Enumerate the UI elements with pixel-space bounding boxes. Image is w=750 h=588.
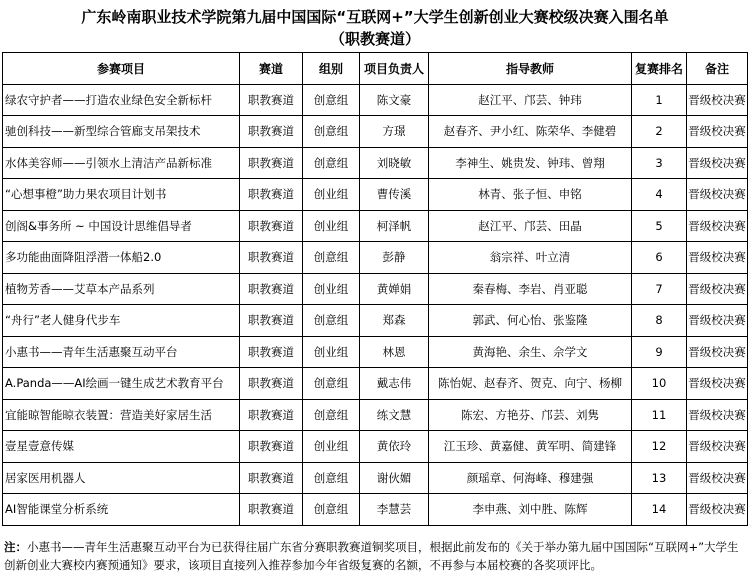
cell-advisors: 颜瑶章、何海峰、穆建强 [429,462,632,494]
cell-track: 职教赛道 [240,147,303,179]
cell-leader: 柯泽帆 [360,210,429,242]
cell-project: 多功能曲面降阻浮潜一体船2.0 [3,242,240,274]
table-row [3,399,748,431]
cell-advisors: 李申燕、刘中胜、陈辉 [429,494,632,526]
cell-advisors: 陈宏、方艳芬、邝芸、刘隽 [429,399,632,431]
cell-group: 创业组 [303,273,360,305]
cell-track: 职教赛道 [240,305,303,337]
page-title [0,6,750,50]
cell-project: 绿农守护者——打造农业绿色安全新标杆 [3,84,240,116]
cell-track: 职教赛道 [240,399,303,431]
cell-rank: 9 [632,336,687,368]
cell-group: 创意组 [303,399,360,431]
cell-rank: 1 [632,84,687,116]
cell-remark: 晋级校决赛 [687,494,748,526]
cell-remark: 晋级校决赛 [687,242,748,274]
cell-remark: 晋级校决赛 [687,431,748,463]
cell-advisors: 郭武、何心怡、张鉴隆 [429,305,632,337]
cell-leader: 曹传溪 [360,179,429,211]
cell-group: 创意组 [303,494,360,526]
table-row [3,494,748,526]
cell-rank: 12 [632,431,687,463]
col-header-track: 赛道 [240,53,303,85]
col-header-group: 组别 [303,53,360,85]
table-row [3,210,748,242]
table-row [3,368,748,400]
title-line-2: （职教赛道） [329,30,420,48]
cell-project: 居家医用机器人 [3,462,240,494]
cell-leader: 方璟 [360,116,429,148]
cell-project: 水体美容师——引领水上清洁产品新标准 [3,147,240,179]
cell-remark: 晋级校决赛 [687,305,748,337]
cell-leader: 戴志伟 [360,368,429,400]
cell-group: 创意组 [303,147,360,179]
cell-group: 创意组 [303,116,360,148]
footnote [4,538,748,574]
cell-rank: 13 [632,462,687,494]
cell-project: 壹星壹意传媒 [3,431,240,463]
cell-rank: 11 [632,399,687,431]
cell-remark: 晋级校决赛 [687,84,748,116]
cell-rank: 4 [632,179,687,211]
title-line-1: 广东岭南职业技术学院第九届中国国际“互联网+”大学生创新创业大赛校级决赛入围名单 [81,8,669,26]
cell-advisors: 陈怡妮、赵春齐、贺克、向宁、杨柳 [429,368,632,400]
cell-project: “舟行”老人健身代步车 [3,305,240,337]
table-body [3,84,748,525]
cell-project: 宜能晾智能晾衣装置：营造美好家居生活 [3,399,240,431]
cell-rank: 14 [632,494,687,526]
cell-project: 小惠书——青年生活惠聚互动平台 [3,336,240,368]
cell-rank: 6 [632,242,687,274]
finalist-table [2,52,748,526]
cell-remark: 晋级校决赛 [687,399,748,431]
table-row [3,305,748,337]
cell-track: 职教赛道 [240,116,303,148]
footnote-label: 注： [4,540,27,554]
cell-track: 职教赛道 [240,179,303,211]
footnote-text: 小惠书——青年生活惠聚互动平台为已获得往届广东省分赛职教赛道铜奖项目，根据此前发布的《关于举办第九届中国国际“互联网+”大学生创新创业大赛校内赛预通知》要求，该项目直接列入推荐参加今年省级复赛的名额，不再参与本届校赛的各奖项评比。 [4,540,739,572]
cell-leader: 郑森 [360,305,429,337]
cell-rank: 8 [632,305,687,337]
table-row [3,147,748,179]
table-row [3,84,748,116]
cell-track: 职教赛道 [240,210,303,242]
cell-advisors: 林青、张子恒、申铭 [429,179,632,211]
cell-track: 职教赛道 [240,84,303,116]
cell-project: “心想事橙”助力果农项目计划书 [3,179,240,211]
cell-group: 创业组 [303,210,360,242]
cell-advisors: 江玉珍、黄嘉健、黄军明、简建锋 [429,431,632,463]
cell-group: 创意组 [303,368,360,400]
cell-advisors: 赵江平、邝芸、钟玮 [429,84,632,116]
cell-track: 职教赛道 [240,336,303,368]
cell-rank: 10 [632,368,687,400]
cell-rank: 5 [632,210,687,242]
cell-group: 创意组 [303,462,360,494]
cell-advisors: 李神生、姚贵发、钟玮、曾翔 [429,147,632,179]
cell-advisors: 翁宗祥、叶立清 [429,242,632,274]
col-header-advisors: 指导教师 [429,53,632,85]
cell-leader: 黄依玲 [360,431,429,463]
cell-leader: 谢伙媚 [360,462,429,494]
cell-project: 创阁&事务所 ~ 中国设计思维倡导者 [3,210,240,242]
cell-project: 驰创科技——新型综合管廊支吊架技术 [3,116,240,148]
cell-project: 植物芳香——艾草本产品系列 [3,273,240,305]
table-header-row [3,53,748,85]
cell-track: 职教赛道 [240,494,303,526]
cell-group: 创业组 [303,179,360,211]
cell-rank: 2 [632,116,687,148]
cell-group: 创意组 [303,84,360,116]
col-header-project: 参赛项目 [3,53,240,85]
table-row [3,431,748,463]
cell-track: 职教赛道 [240,242,303,274]
cell-group: 创业组 [303,431,360,463]
cell-remark: 晋级校决赛 [687,147,748,179]
cell-leader: 陈文豪 [360,84,429,116]
cell-group: 创意组 [303,242,360,274]
cell-advisors: 秦春梅、李岩、肖亚聪 [429,273,632,305]
cell-project: A.Panda——AI绘画一键生成艺术教育平台 [3,368,240,400]
cell-group: 创业组 [303,336,360,368]
table-row [3,462,748,494]
cell-leader: 练文慧 [360,399,429,431]
cell-leader: 刘晓敏 [360,147,429,179]
cell-remark: 晋级校决赛 [687,273,748,305]
cell-track: 职教赛道 [240,462,303,494]
cell-leader: 黄婵娟 [360,273,429,305]
cell-remark: 晋级校决赛 [687,179,748,211]
cell-remark: 晋级校决赛 [687,368,748,400]
cell-remark: 晋级校决赛 [687,336,748,368]
table-row [3,116,748,148]
cell-advisors: 赵江平、邝芸、田晶 [429,210,632,242]
cell-advisors: 赵春齐、尹小红、陈荣华、李健碧 [429,116,632,148]
col-header-remark: 备注 [687,53,748,85]
cell-remark: 晋级校决赛 [687,210,748,242]
cell-track: 职教赛道 [240,273,303,305]
cell-remark: 晋级校决赛 [687,116,748,148]
cell-track: 职教赛道 [240,431,303,463]
cell-leader: 林恩 [360,336,429,368]
col-header-leader: 项目负责人 [360,53,429,85]
col-header-rank: 复赛排名 [632,53,687,85]
cell-project: AI智能课堂分析系统 [3,494,240,526]
cell-track: 职教赛道 [240,368,303,400]
table-row [3,242,748,274]
table-row [3,273,748,305]
cell-group: 创意组 [303,305,360,337]
cell-advisors: 黄海艳、余生、佘学文 [429,336,632,368]
cell-remark: 晋级校决赛 [687,462,748,494]
table-row [3,336,748,368]
cell-rank: 7 [632,273,687,305]
cell-leader: 彭静 [360,242,429,274]
table-row [3,179,748,211]
cell-leader: 李慧芸 [360,494,429,526]
cell-rank: 3 [632,147,687,179]
